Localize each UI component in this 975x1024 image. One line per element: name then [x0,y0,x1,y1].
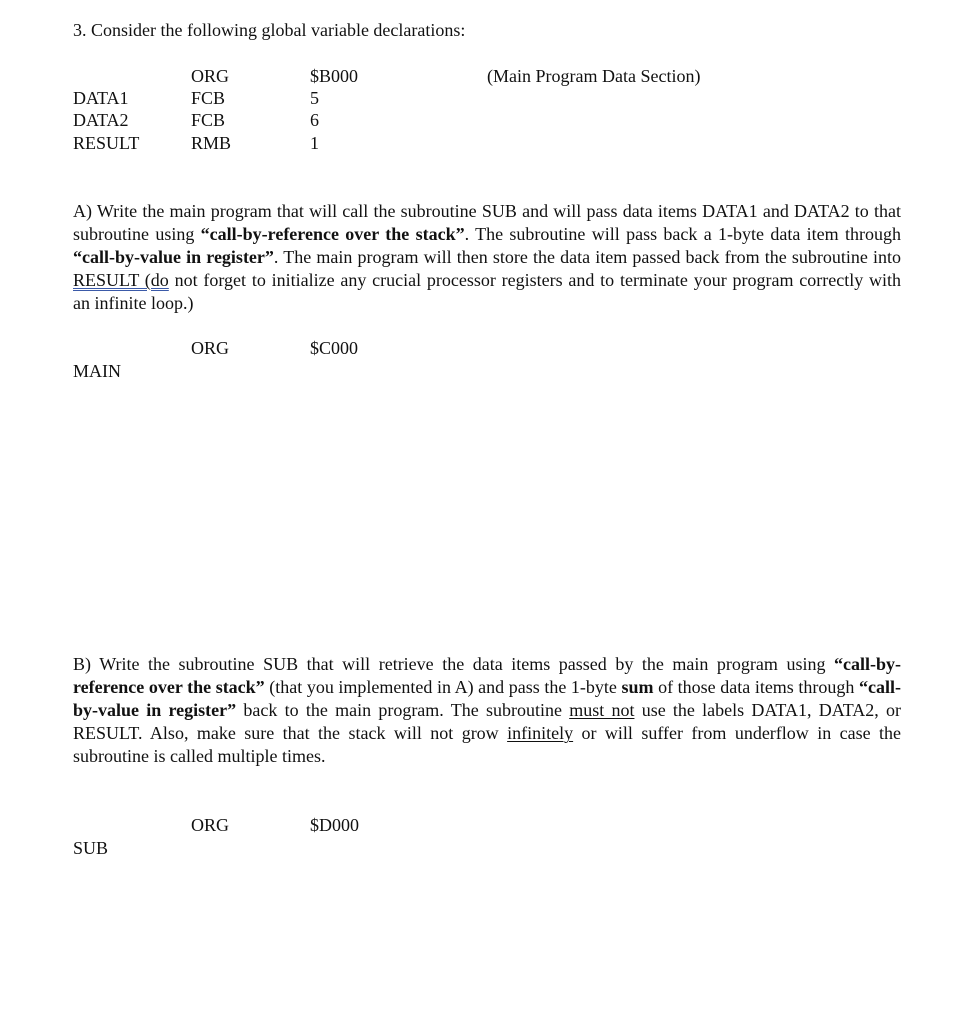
part-b-text-5: use the labels DATA1, DATA2, or RESULT. Also, make sure that the stack will not grow [73,700,901,743]
declaration-label-data2: DATA2 [73,110,129,130]
part-b-underlined-must-not: must not [569,700,635,720]
part-a-text-4: not forget to initialize any crucial processor registers and to terminate your program correctly with an infinite loop.) [73,270,901,313]
main-label: MAIN [73,361,121,381]
main-org-address: $C000 [310,338,359,358]
part-b-text-3: of those data items through [653,677,859,697]
part-a-underlined-result: RESULT (do [73,270,169,290]
part-a-bold-2: “call-by-value in register” [73,247,274,267]
part-a-text-2: . The subroutine will pass back a 1-byte data item through [464,224,901,244]
declaration-label-result: RESULT [73,133,140,153]
declaration-label-data1: DATA1 [73,88,129,108]
data-org-address: $B000 [310,66,359,86]
part-b-paragraph [73,653,901,768]
sub-label: SUB [73,838,109,858]
declaration-operand-result: 1 [310,133,319,153]
part-b-text-4: back to the main program. The subroutine [236,700,570,720]
sub-org-address: $D000 [310,815,359,835]
main-org-directive: ORG [191,338,230,358]
declaration-operand-data2: 6 [310,110,319,130]
data-section-comment: (Main Program Data Section) [487,66,701,86]
part-b-bold-sum: sum [621,677,654,697]
data-org-directive: ORG [191,66,230,86]
part-a-text-3: . The main program will then store the data item passed back from the subroutine into [273,247,902,267]
part-b-text-1: B) Write the subroutine SUB that will retrieve the data items passed by the main program using [73,654,834,674]
part-b-text-6: or will suffer from underflow in case the subroutine is called multiple times. [73,723,901,766]
part-b-bold-3: “call-by-value in register” [73,677,901,720]
declaration-directive-data2: FCB [191,110,226,130]
part-a-text-1: A) Write the main program that will call the subroutine SUB and will pass data items DATA1 and DATA2 to that subroutine using [73,201,901,244]
part-b-bold-1: “call-by-reference over the stack” [73,654,901,697]
sub-org-directive: ORG [191,815,230,835]
declaration-operand-data1: 5 [310,88,319,108]
part-b-underlined-infinitely: infinitely [507,723,574,743]
part-b-text-2: (that you implemented in A) and pass the 1-byte [264,677,622,697]
part-a-paragraph [73,200,901,315]
declaration-directive-data1: FCB [191,88,226,108]
part-a-bold-1: “call-by-reference over the stack” [200,224,465,244]
declaration-directive-result: RMB [191,133,232,153]
question-heading: 3. Consider the following global variable declarations: [73,20,466,40]
